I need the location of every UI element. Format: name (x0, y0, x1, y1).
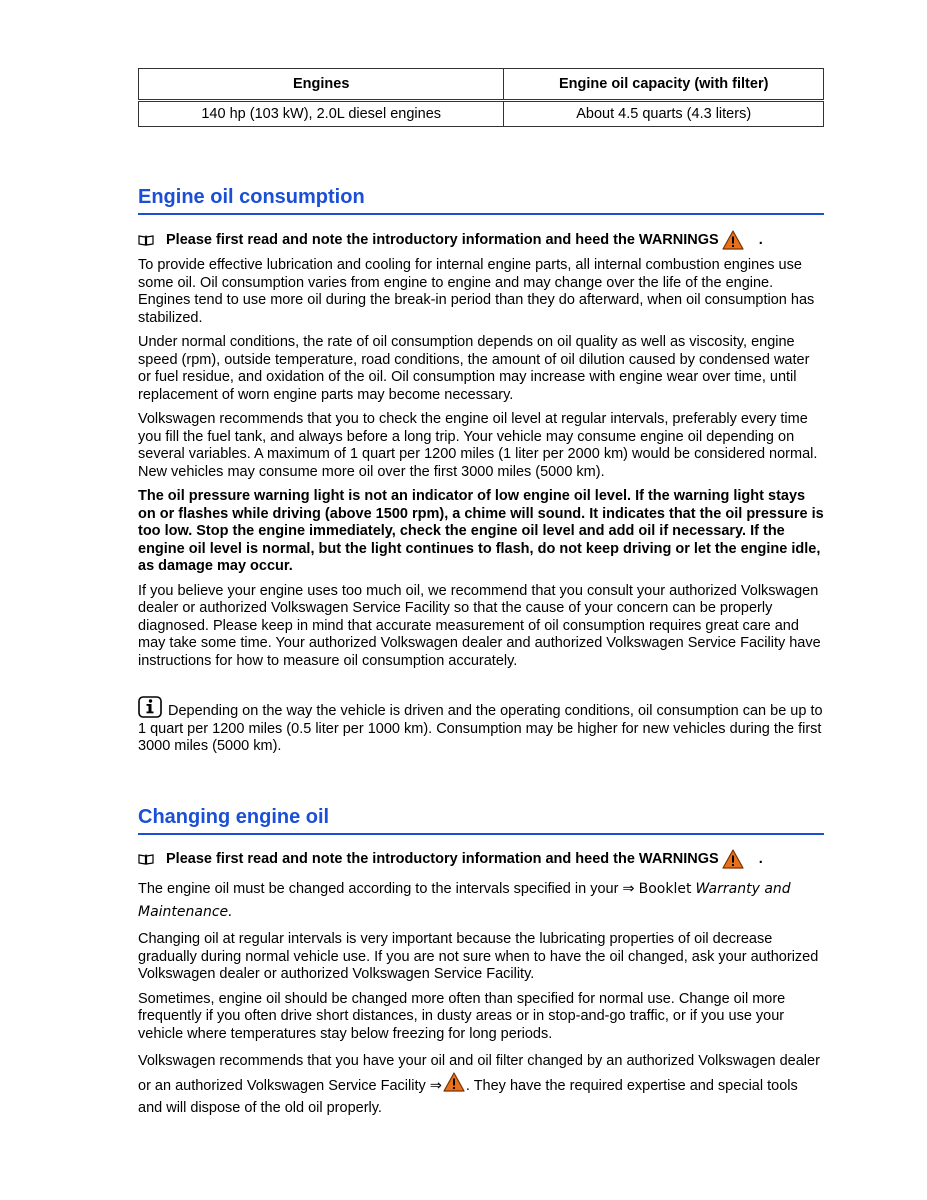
paragraph: Sometimes, engine oil should be changed more often than specified for normal use. Change oil more frequently if you often drive short distances, in dusty areas or in stop-and-go traffic, or if you use your vehicle where temperatures stay below freezing for long periods. (138, 990, 786, 1042)
paragraph-end: . (228, 904, 233, 920)
intro-line (138, 230, 824, 250)
intro-end: . (758, 851, 763, 867)
oil-pressure-warning-paragraph: The oil pressure warning light is not an indicator of low engine oil level. If the warning light stays on or flashes while driving (above 1500 rpm), a chime will sound. It indicates that the oil pressure is too low. Stop the engine immediately, check the engine oil level and add oil if necessary. If the engine oil level is normal, but the light continues to flash, do not keep driving or let the engine idle, as damage may occur. (138, 488, 824, 574)
note-block (138, 696, 824, 756)
intro-text: Please first read and note the introductory information and heed the WARNINGS (166, 851, 719, 867)
table-header: Engine oil capacity (with filter) (504, 69, 824, 101)
paragraph (138, 1050, 824, 1119)
warranty-maintenance-link[interactable]: Warranty and Maintenance (138, 881, 791, 920)
table-header-row (139, 69, 824, 101)
open-book-icon (138, 234, 154, 246)
section1-body (138, 257, 824, 677)
oil-capacity-table (138, 68, 824, 127)
table-header: Engines (139, 69, 504, 101)
table-cell: About 4.5 quarts (4.3 liters) (504, 101, 824, 127)
section-title-changing-oil: Changing engine oil (138, 806, 824, 835)
booklet-label: Booklet (638, 881, 692, 897)
paragraph-text: Volkswagen recommends that you have your oil and oil filter changed by an authorized Volkswagen dealer or an authorized Volkswagen Service Facility ⇒ (138, 1053, 820, 1094)
warning-triangle-icon[interactable] (443, 1072, 465, 1092)
manual-page (138, 68, 824, 1116)
paragraph: Changing oil at regular intervals is very important because the lubricating properties of oil decrease gradually during normal vehicle use. If you are not sure when to have the oil changed, ask your authorized Volkswagen dealer or authorized Volkswagen Service Facility. (138, 931, 819, 982)
paragraph: If you believe your engine uses too much oil, we recommend that you consult your authorized Volkswagen dealer or authorized Volkswagen Service Facility so that the cause of your concern can be properly diagnosed. Please keep in mind that accurate measurement of oil consumption requires great care and may take some time. Your authorized Volkswagen dealer and authorized Volkswagen Service Facility have instructions for how to measure oil consumption accurately. (138, 582, 821, 669)
note-text: Depending on the way the vehicle is driven and the operating conditions, oil consumption can be up to 1 quart per 1200 miles (0.5 liter per 1000 km). Consumption may be higher for new vehicles during the first 3000 miles (5000 km). (138, 703, 823, 754)
section2-body (138, 878, 824, 1126)
paragraph-text: The engine oil must be changed according to the intervals specified in your ⇒ (138, 881, 635, 897)
paragraph-end: . They have the required expertise and special tools and will dispose of the old oil properly. (138, 1078, 798, 1116)
table-cell: 140 hp (103 kW), 2.0L diesel engines (139, 101, 504, 127)
paragraph: Under normal conditions, the rate of oil consumption depends on oil quality as well as viscosity, engine speed (rpm), outside temperature, road conditions, the amount of oil dilution caused by condensed water or fuel residue, and oxidation of the oil. Oil consumption may increase with engine wear over time, until replacement of worn engine parts may become necessary. (138, 334, 810, 403)
table-row (139, 101, 824, 127)
warning-triangle-icon[interactable] (722, 849, 744, 869)
paragraph: Volkswagen recommends that you to check the engine oil level at regular intervals, preferably every time you fill the fuel tank, and always before a long trip. Your vehicle may consume engine oil depending on several variables. A maximum of 1 quart per 1200 miles (1 liter per 2000 km) would be considered normal. New vehicles may consume more oil over the first 3000 miles (5000 km). (138, 411, 818, 480)
info-note-icon (138, 696, 162, 718)
warning-triangle-icon[interactable] (722, 230, 744, 250)
intro-end: . (758, 232, 763, 248)
section-title-oil-consumption: Engine oil consumption (138, 186, 824, 215)
intro-text: Please first read and note the introductory information and heed the WARNINGS (166, 232, 719, 248)
intro-line (138, 849, 824, 869)
paragraph (138, 878, 824, 924)
paragraph: To provide effective lubrication and cooling for internal engine parts, all internal combustion engines use some oil. Oil consumption varies from engine to engine and may change over the life of the engine. Engines tend to use more oil during the break-in period than they do afterward, when oil consumption has stabilized. (138, 257, 815, 326)
open-book-icon (138, 853, 154, 865)
